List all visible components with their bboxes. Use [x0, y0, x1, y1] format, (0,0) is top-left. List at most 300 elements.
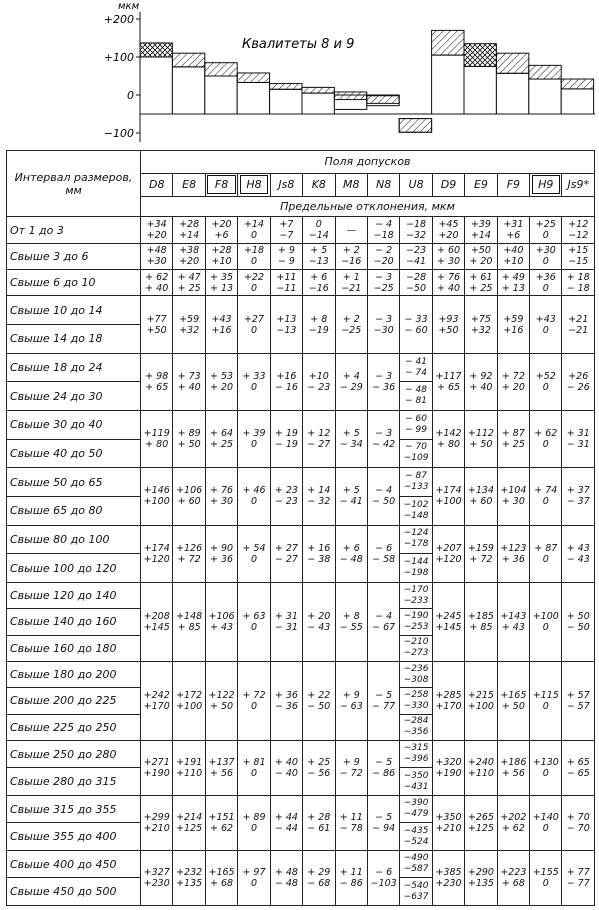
cell-js8 [270, 795, 302, 850]
lower-deviation: 0 [250, 282, 257, 294]
lower-deviation: 0 [542, 877, 549, 889]
upper-deviation: +7 [279, 219, 294, 231]
lower-deviation: − 19 [274, 439, 298, 451]
cell-js9-star [562, 270, 595, 296]
lower-deviation: − 16 [274, 381, 298, 393]
table-row [7, 296, 595, 325]
lower-deviation: − 70 [566, 822, 590, 834]
cell-d9 [432, 795, 464, 850]
upper-deviation: +191 [176, 756, 203, 768]
interval-name: Свыше 65 до 80 [7, 496, 141, 525]
cell-e9 [465, 661, 497, 740]
bar-hatch-h8 [237, 73, 269, 83]
table-row [7, 661, 595, 687]
cell-d9 [432, 740, 464, 795]
cell-js8 [270, 217, 302, 243]
lower-deviation: −25 [341, 324, 362, 336]
upper-deviation: + 2 [342, 245, 360, 257]
lower-deviation: − 43 [566, 553, 590, 565]
cell-m8 [335, 468, 367, 525]
table-row [7, 740, 595, 767]
lower-deviation: +145 [435, 621, 462, 633]
upper-deviation: +34 [146, 219, 167, 231]
field-f9: F9 [497, 173, 529, 196]
bar-body-js9 [561, 89, 593, 114]
cell-f8 [205, 468, 237, 525]
cell-js9-star [562, 468, 595, 525]
bar-hatch-u8 [399, 119, 431, 133]
upper-deviation: +14 [243, 219, 264, 231]
upper-deviation: +100 [532, 610, 559, 622]
upper-deviation: +13 [276, 313, 297, 325]
upper-deviation: − 6 [375, 866, 393, 878]
lower-deviation: − 67 [372, 621, 396, 633]
cell-h9 [530, 270, 562, 296]
upper-deviation: + 5 [342, 428, 360, 440]
cell-e9 [465, 270, 497, 296]
lower-deviation: + 68 [210, 877, 234, 889]
cell-k8 [303, 582, 335, 661]
lower-deviation: −18 [373, 230, 394, 242]
cell-m8 [335, 411, 367, 468]
interval-name: Свыше 40 до 50 [7, 439, 141, 468]
cell-u8 [400, 609, 432, 635]
bar-hatch-js9 [561, 79, 593, 89]
cell-js8 [270, 582, 302, 661]
table-row [7, 270, 595, 296]
upper-deviation: + 11 [339, 811, 363, 823]
interval-name: Свыше 250 до 280 [7, 740, 141, 767]
cell-f9 [497, 525, 529, 582]
upper-deviation: +320 [435, 756, 462, 768]
cell-h8 [238, 582, 270, 661]
lower-deviation: − 72 [339, 767, 363, 779]
lower-deviation: 0 [250, 324, 257, 336]
tolerance-table [6, 150, 595, 906]
upper-deviation: +106 [208, 610, 235, 622]
lower-deviation: − 32 [307, 496, 331, 508]
cell-n8 [367, 270, 399, 296]
upper-deviation: + 6 [342, 542, 360, 554]
cell-d9 [432, 468, 464, 525]
field-n8: N8 [367, 173, 399, 196]
cell-m8 [335, 740, 367, 795]
lower-deviation: + 40 [177, 381, 201, 393]
bar-hatch-e8 [172, 53, 204, 67]
bar-body-h9 [529, 79, 561, 114]
cell-e9 [465, 795, 497, 850]
upper-deviation: − 3 [375, 428, 393, 440]
upper-deviation: +215 [467, 689, 494, 701]
upper-deviation: + 37 [566, 485, 590, 497]
cell-h8 [238, 661, 270, 740]
upper-deviation: +148 [176, 610, 203, 622]
upper-deviation: +21 [568, 313, 589, 325]
bar-body-js8 [270, 89, 302, 114]
lower-deviation: −396 [403, 754, 429, 765]
lower-deviation: − 23 [307, 381, 331, 393]
lower-deviation: 0 [250, 767, 257, 779]
cell-f9 [497, 850, 529, 905]
lower-deviation: +125 [467, 822, 494, 834]
field-e8: E8 [173, 173, 205, 196]
lower-deviation: 0 [542, 496, 549, 508]
lower-deviation: + 80 [145, 439, 169, 451]
upper-deviation: −210 [403, 637, 429, 648]
bar-k8 [302, 87, 334, 114]
lower-deviation: +30 [146, 256, 167, 268]
cell-f8 [205, 582, 237, 661]
interval-name: Свыше 355 до 400 [7, 823, 141, 850]
cell-js8 [270, 296, 302, 353]
cell-h9 [530, 243, 562, 269]
cell-h9 [530, 740, 562, 795]
cell-h8 [238, 270, 270, 296]
lower-deviation: +230 [435, 877, 462, 889]
cell-f9 [497, 661, 529, 740]
upper-deviation: − 4 [375, 485, 393, 497]
lower-deviation: 0 [250, 256, 257, 268]
upper-deviation: − 3 [375, 370, 393, 382]
cell-e9 [465, 217, 497, 243]
lower-deviation: 0 [542, 621, 549, 633]
cell-f9 [497, 217, 529, 243]
upper-deviation: +104 [500, 485, 527, 497]
lower-deviation: +20 [438, 230, 459, 242]
lower-deviation: − 36 [274, 700, 298, 712]
lower-deviation: −133 [403, 482, 429, 493]
interval-name: От 1 до 3 [7, 217, 141, 243]
field-h8: H8 [238, 173, 270, 196]
upper-deviation: +59 [503, 313, 524, 325]
cell-e9 [465, 740, 497, 795]
lower-deviation: + 72 [469, 553, 493, 565]
upper-deviation: − 3 [375, 313, 393, 325]
upper-deviation: −315 [403, 743, 429, 754]
lower-deviation: −14 [308, 230, 329, 242]
cell-m8 [335, 217, 367, 243]
table-row [7, 353, 595, 382]
bar-body-d9 [432, 55, 464, 114]
cell-e8 [173, 411, 205, 468]
lower-deviation: + 20 [501, 381, 525, 393]
lower-deviation: −587 [403, 864, 429, 875]
cell-n8 [367, 795, 399, 850]
upper-deviation: −236 [403, 663, 429, 674]
lower-deviation: +190 [435, 767, 462, 779]
cell-k8 [303, 795, 335, 850]
upper-deviation: −124 [403, 528, 429, 539]
upper-deviation: +11 [276, 271, 297, 283]
cell-u8 [400, 525, 432, 554]
lower-deviation: +120 [435, 553, 462, 565]
cell-h9 [530, 661, 562, 740]
lower-deviation: −16 [308, 282, 329, 294]
cell-h9 [530, 795, 562, 850]
lower-deviation: −7 [279, 230, 294, 242]
lower-deviation: −253 [403, 621, 429, 632]
upper-deviation: + 6 [310, 271, 328, 283]
cell-e9 [465, 850, 497, 905]
cell-k8 [303, 740, 335, 795]
bar-body-f9 [496, 73, 528, 114]
upper-deviation: + 40 [274, 756, 298, 768]
lower-deviation: + 43 [501, 621, 525, 633]
upper-deviation: + 74 [534, 485, 558, 497]
interval-name: Свыше 10 до 14 [7, 296, 141, 325]
lower-deviation: −11 [276, 282, 297, 294]
lower-deviation: − 44 [274, 822, 298, 834]
upper-deviation: − 5 [375, 756, 393, 768]
bar-m8 [334, 92, 366, 109]
bar-body-h8 [237, 82, 269, 114]
lower-deviation: − 65 [566, 767, 590, 779]
upper-deviation: +174 [435, 485, 462, 497]
cell-h8 [238, 296, 270, 353]
cell-f8 [205, 850, 237, 905]
cell-h8 [238, 795, 270, 850]
cell-u8 [400, 439, 432, 468]
upper-deviation: + 9 [342, 689, 360, 701]
upper-deviation: +174 [143, 542, 170, 554]
tolerance-chart [0, 0, 599, 150]
cell-h9 [530, 525, 562, 582]
upper-deviation: + 29 [307, 866, 331, 878]
cell-m8 [335, 795, 367, 850]
lower-deviation: 0 [542, 230, 549, 242]
cell-d8 [141, 582, 173, 661]
lower-deviation: +10 [503, 256, 524, 268]
upper-deviation: − 41 [405, 356, 428, 367]
lower-deviation: +110 [467, 767, 494, 779]
lower-deviation: 0 [542, 822, 549, 834]
lower-deviation: + 40 [145, 282, 169, 294]
field-js9-star: Js9* [562, 173, 595, 196]
cell-n8 [367, 468, 399, 525]
chart-unit: мкм [118, 1, 140, 12]
cell-h8 [238, 850, 270, 905]
lower-deviation: 0 [542, 381, 549, 393]
upper-deviation: +172 [176, 689, 203, 701]
lower-deviation: − 56 [307, 767, 331, 779]
cell-h9 [530, 582, 562, 661]
upper-deviation: −390 [403, 798, 429, 809]
bar-hatch-e9 [464, 44, 496, 67]
upper-deviation: + 33 [242, 370, 266, 382]
lower-deviation: −30 [373, 324, 394, 336]
bar-hatch-f9 [496, 53, 528, 73]
lower-deviation: +50 [438, 324, 459, 336]
upper-deviation: − 87 [405, 471, 428, 482]
table-row [7, 468, 595, 497]
upper-deviation: − 33 [404, 313, 428, 325]
lower-deviation: −41 [406, 256, 427, 268]
lower-deviation: 0 [542, 439, 549, 451]
upper-deviation: − 6 [375, 542, 393, 554]
cell-u8 [400, 243, 432, 269]
upper-deviation: +223 [500, 866, 527, 878]
bar-hatch-f8 [205, 63, 237, 76]
lower-deviation: +20 [179, 256, 200, 268]
cell-h9 [530, 217, 562, 243]
upper-deviation: +50 [470, 245, 491, 257]
cell-js8 [270, 468, 302, 525]
cell-d9 [432, 411, 464, 468]
cell-e8 [173, 217, 205, 243]
upper-deviation: + 20 [307, 610, 331, 622]
upper-deviation: + 31 [274, 610, 298, 622]
cell-js9-star [562, 795, 595, 850]
lower-deviation: + 40 [436, 282, 461, 294]
upper-deviation: −284 [403, 716, 429, 727]
upper-deviation: + 50 [566, 610, 590, 622]
group-header: Поля допусков [141, 151, 595, 174]
cell-k8 [303, 411, 335, 468]
lower-deviation: + 50 [501, 700, 525, 712]
bar-h8 [237, 73, 269, 114]
cell-js8 [270, 525, 302, 582]
lower-deviation: 0 [250, 822, 257, 834]
upper-deviation: +59 [179, 313, 200, 325]
lower-deviation: − 40 [274, 767, 298, 779]
upper-deviation: + 63 [242, 610, 266, 622]
cell-h8 [238, 217, 270, 243]
cell-u8 [400, 496, 432, 525]
lower-deviation: + 62 [210, 822, 234, 834]
upper-deviation: + 2 [342, 313, 360, 325]
table-row [7, 217, 595, 243]
upper-deviation: +22 [243, 271, 264, 283]
cell-e8 [173, 468, 205, 525]
interval-name: Свыше 200 до 225 [7, 688, 141, 714]
bar-n8 [367, 95, 399, 106]
cell-e8 [173, 582, 205, 661]
upper-deviation: +242 [143, 689, 170, 701]
cell-f8 [205, 296, 237, 353]
cell-e8 [173, 795, 205, 850]
lower-deviation: + 13 [501, 282, 525, 294]
lower-deviation: 0 [250, 700, 257, 712]
lower-deviation: −308 [403, 674, 429, 685]
cell-k8 [303, 296, 335, 353]
cell-e9 [465, 296, 497, 353]
cell-d8 [141, 411, 173, 468]
tick-label: −100 [103, 127, 134, 140]
lower-deviation: 0 [250, 621, 257, 633]
cell-h8 [238, 353, 270, 410]
lower-deviation: 0 [250, 496, 257, 508]
lower-deviation: 0 [250, 381, 257, 393]
upper-deviation: + 49 [501, 271, 525, 283]
cell-f8 [205, 740, 237, 795]
cell-js9-star [562, 740, 595, 795]
cell-d9 [432, 582, 464, 661]
upper-deviation: +245 [435, 610, 462, 622]
lower-deviation: 0 [542, 324, 549, 336]
cell-n8 [367, 525, 399, 582]
upper-deviation: − 4 [375, 219, 393, 231]
cell-u8 [400, 353, 432, 382]
upper-deviation: + 16 [307, 542, 331, 554]
field-f8: F8 [205, 173, 237, 196]
upper-deviation: +155 [532, 866, 559, 878]
table-row [7, 525, 595, 554]
upper-deviation: +36 [535, 271, 556, 283]
lower-deviation: − 23 [274, 496, 298, 508]
cell-f9 [497, 582, 529, 661]
upper-deviation: + 4 [342, 370, 360, 382]
upper-deviation: +142 [435, 428, 462, 440]
cell-n8 [367, 353, 399, 410]
upper-deviation: − 4 [375, 610, 393, 622]
cell-js9-star [562, 582, 595, 661]
upper-deviation: +165 [208, 866, 235, 878]
lower-deviation: + 80 [436, 439, 461, 451]
cell-e8 [173, 740, 205, 795]
upper-deviation: +28 [179, 219, 200, 231]
upper-deviation: +165 [500, 689, 527, 701]
cell-k8 [303, 468, 335, 525]
upper-deviation: + 44 [274, 811, 298, 823]
lower-deviation: + 60 [469, 496, 493, 508]
lower-deviation: − 34 [339, 439, 363, 451]
upper-deviation: +151 [208, 811, 235, 823]
upper-deviation: +43 [535, 313, 556, 325]
lower-deviation: − 9 [277, 256, 295, 268]
upper-deviation: +26 [568, 370, 589, 382]
upper-deviation: + 65 [566, 756, 590, 768]
lower-deviation: + 62 [501, 822, 525, 834]
lower-deviation: − 55 [339, 621, 363, 633]
upper-deviation: + 22 [307, 689, 331, 701]
lower-deviation: − 43 [307, 621, 331, 633]
lower-deviation: − 60 [404, 324, 428, 336]
field-k8: K8 [303, 173, 335, 196]
interval-name: Свыше 24 до 30 [7, 382, 141, 411]
cell-e9 [465, 353, 497, 410]
lower-deviation: + 85 [469, 621, 493, 633]
upper-deviation: 0 [315, 219, 322, 231]
table-row [7, 795, 595, 822]
cell-u8 [400, 661, 432, 687]
cell-u8 [400, 468, 432, 497]
upper-deviation: +290 [467, 866, 494, 878]
lower-deviation: −273 [403, 648, 429, 659]
upper-deviation: + 98 [145, 370, 169, 382]
upper-deviation: +159 [467, 542, 494, 554]
lower-deviation: 0 [542, 256, 549, 268]
cell-e9 [465, 468, 497, 525]
upper-deviation: − 2 [375, 245, 393, 257]
upper-deviation: +285 [435, 689, 462, 701]
lower-deviation: − 29 [339, 381, 363, 393]
upper-deviation: +25 [535, 219, 556, 231]
cell-d8 [141, 795, 173, 850]
cell-e8 [173, 296, 205, 353]
upper-deviation: + 18 [566, 271, 590, 283]
upper-deviation: + 87 [534, 542, 558, 554]
upper-deviation: +112 [467, 428, 494, 440]
lower-deviation: −19 [308, 324, 329, 336]
cell-h8 [238, 468, 270, 525]
lower-deviation: −32 [406, 230, 427, 242]
table-row [7, 582, 595, 608]
lower-deviation: − 48 [274, 877, 298, 889]
cell-js8 [270, 850, 302, 905]
cell-d8 [141, 468, 173, 525]
cell-f9 [497, 411, 529, 468]
upper-deviation: +31 [503, 219, 524, 231]
